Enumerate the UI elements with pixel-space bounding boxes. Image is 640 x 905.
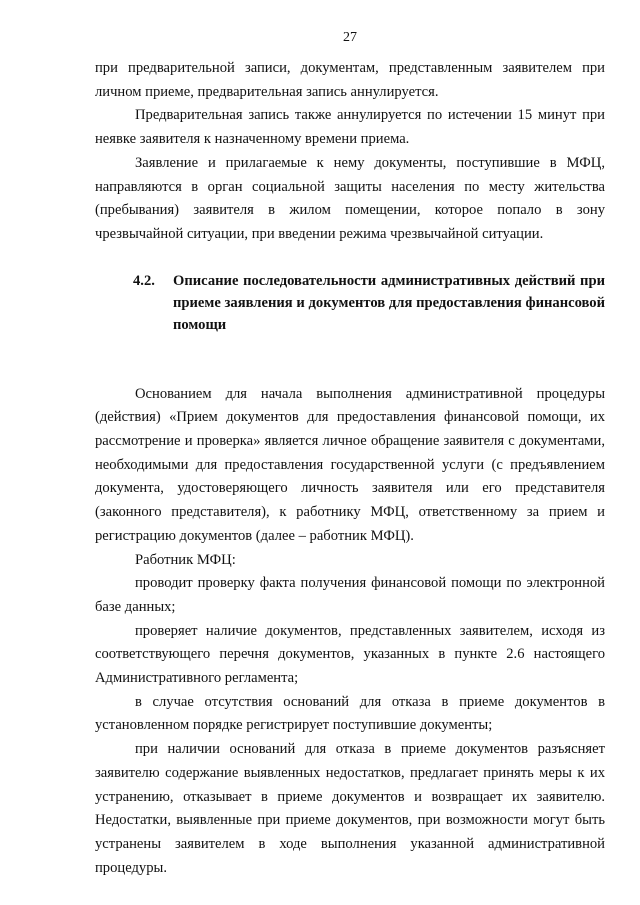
section-heading bbox=[95, 270, 605, 336]
paragraph-check-documents: проверяет наличие документов, представленных заявителем, исходя из соответствующего перечня документов, указанных в пункте 2.6 настоящего Административного регламента; bbox=[95, 622, 605, 687]
paragraph-preregistration-cancel: Предварительная запись также аннулируется по истечении 15 минут при неявке заявителя к назначенному времени приема. bbox=[95, 107, 605, 148]
page-number: 27 bbox=[343, 30, 357, 45]
section-number: 4.2. bbox=[133, 272, 155, 289]
paragraph-procedure-basis: Основанием для начала выполнения административной процедуры (действия) «Прием документов для предоставления финансовой помощи, их рассмотрение и проверка» является личное обращение заявителя с документами, необходимыми для предоставления государственной услуги (с предъявлением документа, удостоверяющего личность заявителя или его представителя (законного представителя), к работнику МФЦ, ответственному за прием и регистрацию документов (далее – работник МФЦ). bbox=[95, 385, 605, 544]
paragraph-refusal-explanation: при наличии оснований для отказа в приеме документов разъясняет заявителю содержание выявленных недостатков, предлагает принять меры к их устранению, отказывает в приеме документов и возвращает их заявителю. Недостатки, выявленные при приеме документов, при возможности могут быть устранены заявителем в ходе выполнения указанной административной процедуры. bbox=[95, 741, 605, 876]
paragraph-continuation: при предварительной записи, документам, представленным заявителем при личном приеме, предварительная запись аннулируется. bbox=[95, 60, 605, 100]
document-body bbox=[95, 57, 605, 880]
paragraph-check-receipt: проводит проверку факта получения финансовой помощи по электронной базе данных; bbox=[95, 575, 605, 615]
paragraph-mfc-forwarding: Заявление и прилагаемые к нему документы, поступившие в МФЦ, направляются в орган социальной защиты населения по месту жительства (пребывания) заявителя в жилом помещении, которое попало в зону чрезвычайной ситуации, при введении режима чрезвычайной ситуации. bbox=[95, 154, 605, 242]
section-title: Описание последовательности административных действий при приеме заявления и документов для предоставления финансовой помощи bbox=[173, 272, 605, 333]
paragraph-mfc-worker: Работник МФЦ: bbox=[135, 551, 236, 568]
paragraph-register-documents: в случае отсутствия оснований для отказа в приеме документов в установленном порядке регистрирует поступившие документы; bbox=[95, 693, 605, 734]
